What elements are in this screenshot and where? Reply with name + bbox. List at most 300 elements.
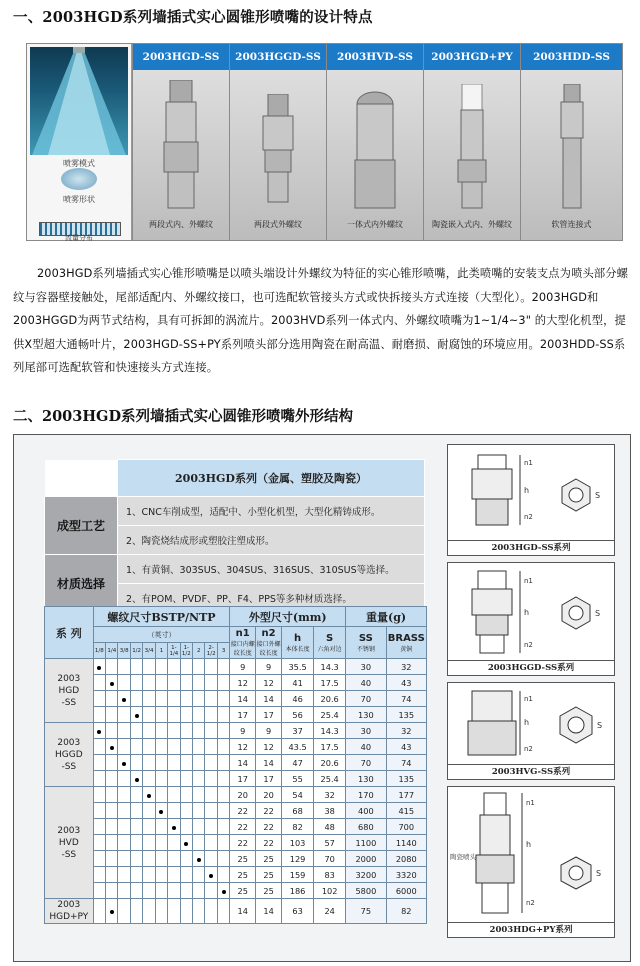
spec-label: 材质选择 <box>45 555 118 613</box>
thread-cell <box>118 707 130 723</box>
spec-item: 1、CNC车削成型，适配中、小型化机型，大型化精铸成形。 <box>118 497 425 526</box>
value-cell: 74 <box>386 691 426 707</box>
spec-item: 2、陶瓷烧结成形或塑胶注塑成形。 <box>118 526 425 555</box>
value-cell: 680 <box>346 819 386 835</box>
dim-label: n2 <box>524 745 533 753</box>
dim-label: n2 <box>526 899 535 907</box>
value-cell: 1140 <box>386 835 426 851</box>
thread-marker-dot <box>172 826 176 830</box>
dim-label: h <box>524 486 530 495</box>
weight-col-ss <box>346 627 386 659</box>
thread-marker-dot <box>122 698 126 702</box>
value-cell: 9 <box>230 723 256 739</box>
thread-cell <box>118 867 130 883</box>
product-caption: 陶瓷嵌入式内、外螺纹 <box>432 220 512 229</box>
thread-marker-dot <box>110 910 114 914</box>
thread-cell <box>143 883 155 899</box>
thread-cell <box>193 739 205 755</box>
value-cell: 14.3 <box>314 659 346 675</box>
thread-cell <box>193 899 205 924</box>
thread-cell <box>217 691 229 707</box>
thread-marker-dot <box>122 762 126 766</box>
value-cell: 186 <box>282 883 314 899</box>
thread-cell <box>180 899 192 924</box>
value-cell: 135 <box>386 707 426 723</box>
dim-col-symbol: h <box>294 632 302 644</box>
thread-size-header: 1/4 <box>106 643 118 659</box>
product-name: 2003HDD-SS <box>521 44 622 70</box>
dim-label: h <box>526 840 532 849</box>
thread-cell <box>193 835 205 851</box>
value-cell: 57 <box>314 835 346 851</box>
thread-cell <box>180 803 192 819</box>
value-cell: 25.4 <box>314 707 346 723</box>
dimension-header: 外型尺寸(mm) <box>230 607 346 627</box>
value-cell: 129 <box>282 851 314 867</box>
value-cell: 43.5 <box>282 739 314 755</box>
thread-cell <box>205 787 217 803</box>
table-row <box>45 851 427 867</box>
table-row <box>45 803 427 819</box>
thread-cell <box>143 867 155 883</box>
thread-cell <box>180 835 192 851</box>
thread-cell <box>168 835 180 851</box>
product-name: 2003HGD-SS <box>133 44 229 70</box>
dim-label: n1 <box>524 459 533 467</box>
value-cell: 74 <box>386 755 426 771</box>
thread-cell <box>93 835 105 851</box>
thread-cell <box>106 771 118 787</box>
thread-marker-dot <box>222 890 226 894</box>
value-cell: 12 <box>256 675 282 691</box>
thread-cell <box>180 883 192 899</box>
thread-cell <box>93 819 105 835</box>
weight-col-desc: 不锈钢 <box>356 645 375 653</box>
series-header: 系 列 <box>45 607 94 659</box>
thread-cell <box>205 675 217 691</box>
thread-cell <box>180 755 192 771</box>
thread-cell <box>118 659 130 675</box>
thread-cell <box>193 659 205 675</box>
table-row <box>45 899 427 924</box>
nozzle-image <box>557 84 587 210</box>
thread-cell <box>155 883 167 899</box>
thread-cell <box>180 659 192 675</box>
thread-cell <box>217 707 229 723</box>
thread-cell <box>168 803 180 819</box>
thread-marker-dot <box>110 746 114 750</box>
thread-marker-dot <box>159 810 163 814</box>
value-cell: 177 <box>386 787 426 803</box>
thread-cell <box>155 755 167 771</box>
thread-cell <box>168 675 180 691</box>
thread-cell <box>205 835 217 851</box>
value-cell: 25 <box>256 883 282 899</box>
value-cell: 35.5 <box>282 659 314 675</box>
thread-cell <box>118 691 130 707</box>
value-cell: 82 <box>282 819 314 835</box>
thread-cell <box>130 675 142 691</box>
value-cell: 32 <box>314 787 346 803</box>
value-cell: 25 <box>256 851 282 867</box>
thread-cell <box>155 867 167 883</box>
thread-cell <box>130 723 142 739</box>
value-cell: 170 <box>346 787 386 803</box>
thread-cell <box>106 659 118 675</box>
product-card <box>423 44 520 240</box>
thread-cell <box>130 835 142 851</box>
value-cell: 82 <box>386 899 426 924</box>
thread-cell <box>130 659 142 675</box>
value-cell: 70 <box>314 851 346 867</box>
value-cell: 22 <box>256 835 282 851</box>
nozzle-image <box>260 94 296 204</box>
thread-cell <box>93 675 105 691</box>
spec-header: 2003HGD系列（金属、塑胶及陶瓷） <box>118 460 425 497</box>
value-cell: 12 <box>230 739 256 755</box>
thread-cell <box>168 787 180 803</box>
value-cell: 46 <box>282 691 314 707</box>
value-cell: 24 <box>314 899 346 924</box>
thread-cell <box>155 691 167 707</box>
thread-cell <box>205 739 217 755</box>
thread-cell <box>217 899 229 924</box>
thread-marker-dot <box>147 794 151 798</box>
thread-cell <box>143 771 155 787</box>
product-card <box>520 44 622 240</box>
dim-label: n1 <box>524 577 533 585</box>
table-row <box>45 787 427 803</box>
section2-title: 二、2003HGD系列墙插式实心圆锥形喷嘴外形结构 <box>13 408 354 425</box>
value-cell: 54 <box>282 787 314 803</box>
value-cell: 43 <box>386 675 426 691</box>
section1-title: 一、2003HGD系列墙插式实心圆锥形喷嘴的设计特点 <box>13 9 373 26</box>
thread-marker-dot <box>97 730 101 734</box>
thread-cell <box>155 723 167 739</box>
value-cell: 25 <box>256 867 282 883</box>
thread-cell <box>106 851 118 867</box>
value-cell: 1100 <box>346 835 386 851</box>
thread-cell <box>180 691 192 707</box>
thread-cell <box>168 771 180 787</box>
product-name: 2003HGD+PY <box>424 44 520 70</box>
table-row <box>45 771 427 787</box>
dim-label: h <box>524 718 530 727</box>
value-cell: 32 <box>386 723 426 739</box>
thread-size-header: 3/4 <box>143 643 155 659</box>
value-cell: 47 <box>282 755 314 771</box>
weight-col-brass <box>386 627 426 659</box>
thread-cell <box>118 851 130 867</box>
dim-col-symbol: n1 <box>235 628 250 639</box>
spray-shape-label: 喷雾形状 <box>63 195 95 204</box>
thread-cell <box>155 835 167 851</box>
spec-item: 1、有黄铜、303SUS、304SUS、316SUS、310SUS等选择。 <box>118 555 425 584</box>
dim-col-h <box>282 627 314 659</box>
thread-cell <box>130 803 142 819</box>
thread-cell <box>93 755 105 771</box>
thread-cell <box>118 675 130 691</box>
value-cell: 20 <box>256 787 282 803</box>
dim-label: n1 <box>526 799 535 807</box>
spec-item: 2、有POM、PVDF、PP、F4、PPS等多种材质选择。 <box>118 584 425 613</box>
thread-cell <box>205 659 217 675</box>
value-cell: 56 <box>282 707 314 723</box>
table-row <box>45 755 427 771</box>
value-cell: 14.3 <box>314 723 346 739</box>
thread-cell <box>155 787 167 803</box>
dimension-table <box>44 606 427 924</box>
thread-cell <box>93 867 105 883</box>
thread-cell <box>106 675 118 691</box>
value-cell: 17 <box>256 771 282 787</box>
value-cell: 12 <box>230 675 256 691</box>
thread-cell <box>143 755 155 771</box>
product-name: 2003HVD-SS <box>327 44 423 70</box>
thread-size-header: 2 <box>193 643 205 659</box>
value-cell: 9 <box>230 659 256 675</box>
dim-col-desc: 接口内螺纹长度 <box>230 641 255 657</box>
thread-cell <box>205 819 217 835</box>
table-row <box>45 835 427 851</box>
thread-cell <box>130 867 142 883</box>
diagram-hgd-ss <box>447 444 615 556</box>
spray-mode-label: 喷雾模式 <box>63 159 95 168</box>
value-cell: 55 <box>282 771 314 787</box>
spray-photo <box>30 47 128 155</box>
thread-cell <box>143 819 155 835</box>
diagram-label: 2003HGGD-SS系列 <box>448 660 614 675</box>
thread-cell <box>168 899 180 924</box>
thread-cell <box>118 819 130 835</box>
thread-cell <box>143 787 155 803</box>
value-cell: 14 <box>256 755 282 771</box>
thread-cell <box>205 851 217 867</box>
thread-cell <box>168 819 180 835</box>
thread-cell <box>130 739 142 755</box>
product-caption: 一体式内外螺纹 <box>347 220 403 229</box>
thread-cell <box>193 851 205 867</box>
value-cell: 9 <box>256 723 282 739</box>
thread-cell <box>93 851 105 867</box>
thread-cell <box>93 707 105 723</box>
table-row <box>45 883 427 899</box>
thread-cell <box>217 883 229 899</box>
nozzle-image <box>351 90 399 210</box>
thread-cell <box>143 707 155 723</box>
series-name: 2003 HVD -SS <box>45 787 94 899</box>
value-cell: 22 <box>256 803 282 819</box>
thread-marker-dot <box>135 778 139 782</box>
hgd-ss-drawing <box>448 445 612 540</box>
thread-marker-dot <box>110 682 114 686</box>
thread-cell <box>193 883 205 899</box>
product-caption: 两段式内、外螺纹 <box>149 220 213 229</box>
table-row <box>45 723 427 739</box>
thread-cell <box>106 691 118 707</box>
thread-cell <box>106 867 118 883</box>
value-cell: 17.5 <box>314 675 346 691</box>
value-cell: 130 <box>346 707 386 723</box>
thread-cell <box>155 803 167 819</box>
series-name: 2003 HGGD -SS <box>45 723 94 787</box>
value-cell: 415 <box>386 803 426 819</box>
value-cell: 68 <box>282 803 314 819</box>
value-cell: 20.6 <box>314 691 346 707</box>
value-cell: 20.6 <box>314 755 346 771</box>
thread-cell <box>180 851 192 867</box>
value-cell: 14 <box>230 691 256 707</box>
diagram-label: 2003HGD-SS系列 <box>448 540 614 555</box>
thread-cell <box>130 787 142 803</box>
thread-cell <box>130 851 142 867</box>
hvg-ss-drawing <box>448 683 612 763</box>
value-cell: 25 <box>230 867 256 883</box>
thread-cell <box>193 771 205 787</box>
spray-info-panel <box>27 44 132 240</box>
thread-cell <box>118 803 130 819</box>
thread-cell <box>130 819 142 835</box>
thread-cell <box>143 691 155 707</box>
thread-cell <box>143 739 155 755</box>
diagram-hggd-ss <box>447 562 615 676</box>
thread-cell <box>193 675 205 691</box>
thread-cell <box>143 659 155 675</box>
thread-cell <box>130 771 142 787</box>
thread-cell <box>143 835 155 851</box>
thread-cell <box>217 819 229 835</box>
value-cell: 6000 <box>386 883 426 899</box>
thread-size-header: 1-1/2 <box>181 644 191 657</box>
thread-cell <box>168 851 180 867</box>
value-cell: 14 <box>230 755 256 771</box>
value-cell: 63 <box>282 899 314 924</box>
thread-cell <box>155 771 167 787</box>
product-strip <box>26 43 623 241</box>
dim-col-n1 <box>230 627 256 659</box>
product-name: 2003HGGD-SS <box>230 44 326 70</box>
dim-label: n2 <box>524 641 533 649</box>
thread-cell <box>193 819 205 835</box>
thread-cell <box>143 899 155 924</box>
nozzle-image <box>456 84 488 210</box>
thread-cell <box>93 739 105 755</box>
thread-cell <box>118 883 130 899</box>
dim-col-s <box>314 627 346 659</box>
thread-cell <box>155 675 167 691</box>
thread-cell <box>143 723 155 739</box>
value-cell: 22 <box>256 819 282 835</box>
weight-col-symbol: SS <box>358 632 373 644</box>
value-cell: 37 <box>282 723 314 739</box>
thread-cell <box>205 899 217 924</box>
thread-cell <box>168 867 180 883</box>
value-cell: 43 <box>386 739 426 755</box>
thread-cell <box>168 739 180 755</box>
value-cell: 17 <box>256 707 282 723</box>
value-cell: 83 <box>314 867 346 883</box>
thread-cell <box>130 755 142 771</box>
thread-cell <box>155 851 167 867</box>
value-cell: 30 <box>346 659 386 675</box>
dim-col-symbol: n2 <box>261 628 276 639</box>
thread-cell <box>118 739 130 755</box>
thread-size-header: 1/2 <box>130 643 142 659</box>
value-cell: 102 <box>314 883 346 899</box>
thread-cell <box>155 819 167 835</box>
thread-header <box>93 607 230 627</box>
spec-label: 成型工艺 <box>45 497 118 555</box>
thread-marker-dot <box>209 874 213 878</box>
thread-size-header: 1-1/4 <box>169 644 179 657</box>
value-cell: 17.5 <box>314 739 346 755</box>
weight-col-desc: 黄铜 <box>400 645 413 653</box>
table-row <box>45 675 427 691</box>
thread-cell <box>217 723 229 739</box>
thread-cell <box>180 723 192 739</box>
dim-col-symbol: S <box>326 632 334 644</box>
thread-cell <box>93 771 105 787</box>
thread-cell <box>93 723 105 739</box>
thread-cell <box>130 899 142 924</box>
description-paragraph: 2003HGD系列墙插式实心锥形喷嘴是以喷头端设计外螺纹为特征的实心锥形喷嘴，此类喷嘴的安装支点为喷头部分螺纹与容器壁接触处，尾部适配内、外螺纹接口，也可选配软管接头方式或快拆接头方式连接（大型化）。2003HGD和2003HGGD为两节式结构，具有可拆卸的涡流片。2003HVD系列一体式内、外螺纹喷嘴为1~1/4~3" 的大型化机型，提供X型超大通畅叶片，2003HGD-SS+PY系列喷头部分选用陶瓷在耐高温、耐磨损、耐腐蚀的环境应用。2003HDD-SS系列尾部可选配软管和快速接头方式连接。 <box>13 267 629 374</box>
value-cell: 700 <box>386 819 426 835</box>
series-name: 2003 HGD+PY <box>45 899 94 924</box>
product-card <box>132 44 229 240</box>
thread-size-header: 1 <box>155 643 167 659</box>
product-caption: 两段式外螺纹 <box>254 220 302 229</box>
thread-cell <box>118 787 130 803</box>
thread-cell <box>180 707 192 723</box>
thread-cell <box>180 819 192 835</box>
thread-cell <box>106 819 118 835</box>
thread-cell <box>130 883 142 899</box>
table-row <box>45 819 427 835</box>
thread-cell <box>180 771 192 787</box>
thread-cell <box>193 787 205 803</box>
thread-cell <box>205 771 217 787</box>
thread-cell <box>106 739 118 755</box>
thread-cell <box>118 723 130 739</box>
product-caption: 软管连接式 <box>551 220 592 229</box>
thread-size-header: 1/8 <box>93 643 105 659</box>
thread-cell <box>217 771 229 787</box>
thread-marker-dot <box>197 858 201 862</box>
table-row <box>45 691 427 707</box>
thread-cell <box>193 867 205 883</box>
table-row <box>45 707 427 723</box>
thread-cell <box>130 707 142 723</box>
value-cell: 400 <box>346 803 386 819</box>
thread-cell <box>217 675 229 691</box>
value-cell: 17 <box>230 771 256 787</box>
value-cell: 25 <box>230 883 256 899</box>
value-cell: 9 <box>256 659 282 675</box>
thread-cell <box>205 723 217 739</box>
thread-cell <box>106 803 118 819</box>
thread-cell <box>205 867 217 883</box>
thread-cell <box>93 899 105 924</box>
product-card <box>229 44 326 240</box>
diagram-hdg-py <box>447 786 615 938</box>
thread-size-header: 3/8 <box>118 643 130 659</box>
thread-marker-dot <box>184 842 188 846</box>
value-cell: 3200 <box>346 867 386 883</box>
thread-cell <box>205 755 217 771</box>
value-cell: 17 <box>230 707 256 723</box>
value-cell: 38 <box>314 803 346 819</box>
thread-cell <box>118 835 130 851</box>
